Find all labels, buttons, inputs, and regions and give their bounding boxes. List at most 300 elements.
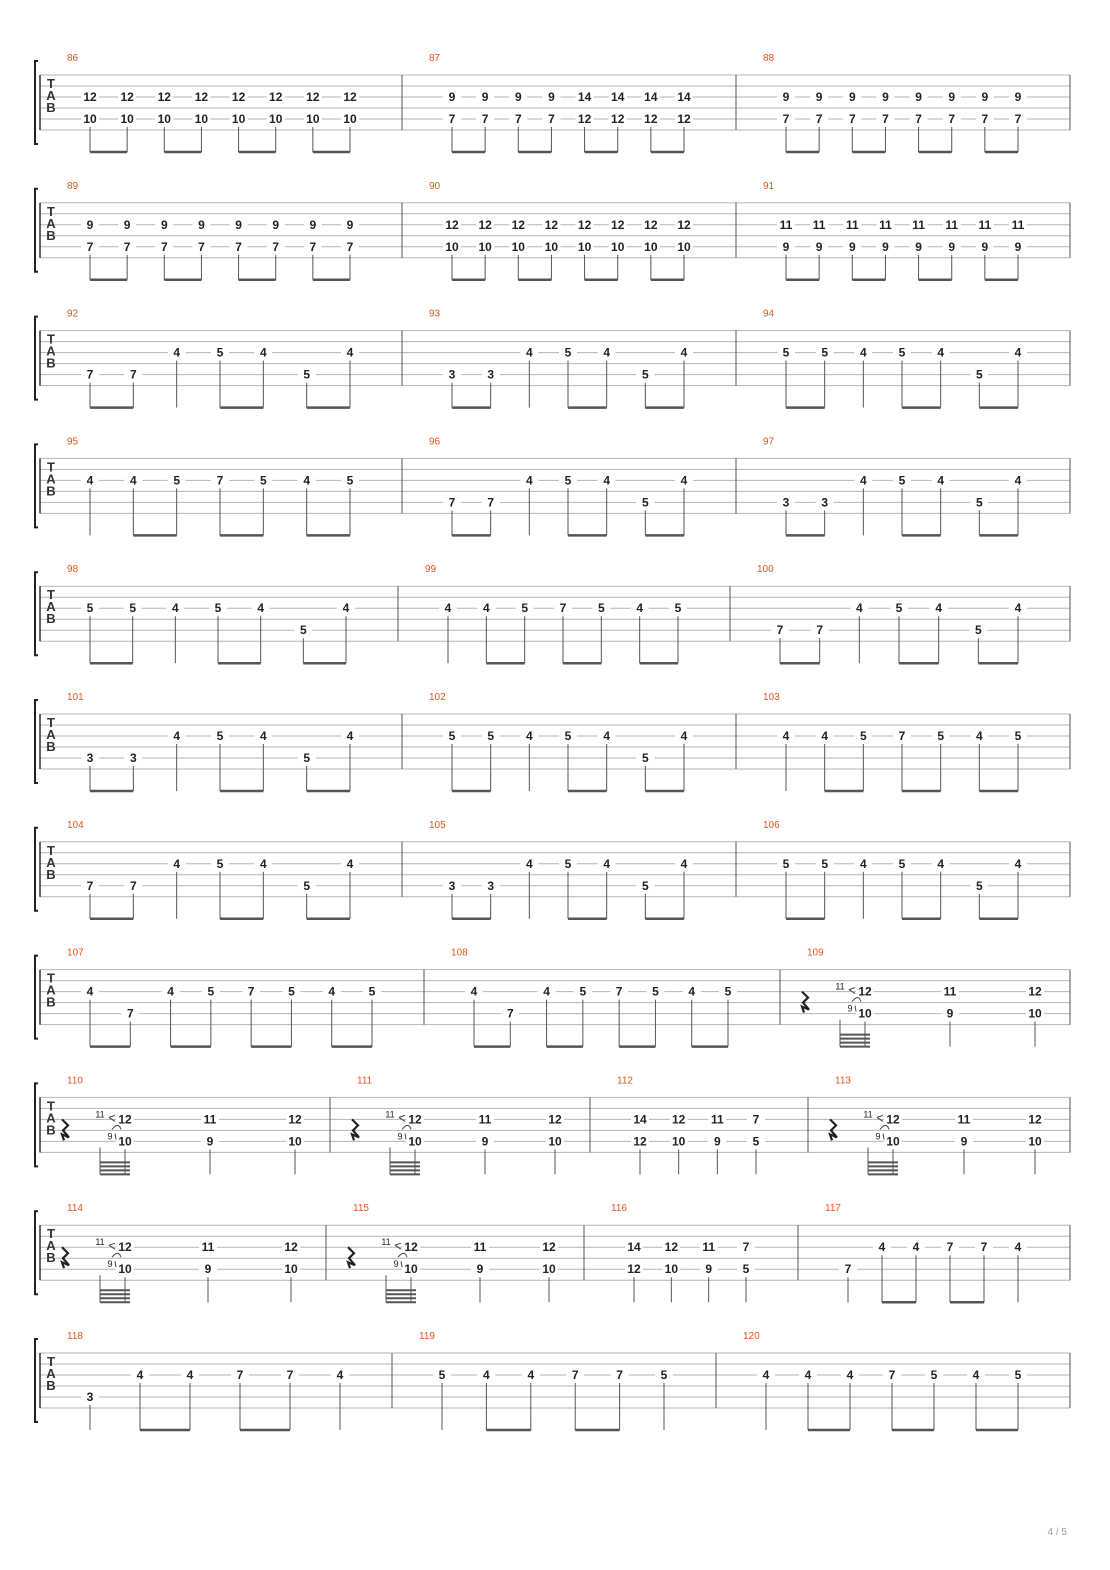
fret-number: 4: [603, 345, 611, 360]
hammer-arc: [112, 1253, 121, 1257]
fret-number: 4: [846, 1368, 854, 1382]
fret-number: 9: [160, 217, 168, 232]
fret-number: 9: [476, 1262, 484, 1277]
fret-number: 12: [269, 90, 283, 104]
fret-number: 5: [438, 1368, 446, 1382]
fret-number: 11: [203, 1112, 217, 1127]
fret-number: 10: [858, 1006, 872, 1021]
staff-system: [35, 1203, 1070, 1302]
fret-number: 12: [544, 217, 559, 232]
fret-number: 12: [408, 1112, 422, 1127]
fret-number: 9: [815, 90, 823, 104]
fret-number: 10: [544, 239, 559, 254]
measure: [67, 53, 359, 152]
fret-number: 7: [346, 239, 354, 254]
grace-fret-number: 11: [835, 981, 845, 992]
tab-clef-letter: B: [46, 1250, 56, 1266]
fret-number: 4: [86, 473, 94, 488]
fret-number: 4: [937, 473, 945, 488]
fret-number: 3: [129, 751, 137, 765]
tab-clef-letter: T: [47, 1098, 55, 1114]
measure: [429, 309, 693, 408]
fret-number: 11: [710, 1112, 724, 1127]
fret-number: 4: [171, 601, 179, 616]
staff-system: [35, 436, 1070, 535]
fret-number: 5: [895, 601, 903, 616]
fret-number: 5: [129, 601, 137, 616]
fret-number: 12: [858, 984, 872, 999]
fret-number: 10: [1028, 1006, 1042, 1021]
fret-number: 7: [616, 1368, 623, 1382]
fret-number: 12: [478, 217, 492, 232]
fret-number: 5: [652, 984, 659, 999]
hammer-arc: [852, 998, 861, 1002]
system-bracket: [35, 317, 38, 400]
fret-number: 12: [118, 1112, 132, 1127]
grace-fret-number: 9: [107, 1259, 113, 1270]
fret-number: 4: [525, 729, 533, 743]
measure-number: 115: [353, 1203, 369, 1215]
measure: [67, 181, 359, 280]
fret-number: 5: [86, 601, 94, 616]
fret-number: 9: [915, 90, 922, 104]
fret-number: 4: [543, 984, 550, 999]
fret-number: 7: [548, 112, 555, 126]
fret-number: 12: [194, 90, 209, 104]
fret-number: 4: [1014, 473, 1022, 488]
fret-number: 10: [445, 239, 459, 254]
fret-number: 12: [83, 90, 97, 104]
measure-number: 97: [763, 436, 775, 448]
fret-number: 11: [945, 217, 959, 232]
fret-number: 5: [216, 856, 224, 871]
staff-system: [35, 181, 1070, 280]
fret-number: 12: [404, 1240, 418, 1255]
measure-number: 89: [67, 180, 79, 192]
measure: [802, 948, 1044, 1047]
fret-number: 4: [1014, 601, 1022, 616]
fret-number: 4: [680, 729, 688, 743]
slide-line: [849, 988, 855, 990]
fret-number: 7: [123, 239, 131, 254]
fret-number: 5: [564, 856, 572, 871]
fret-number: 10: [408, 1134, 422, 1149]
measure-number: 103: [763, 692, 780, 703]
fret-number: 5: [487, 729, 495, 743]
tab-clef-letter: B: [46, 483, 56, 499]
fret-number: 10: [118, 1262, 132, 1277]
slide-line: [401, 1261, 402, 1267]
tab-clef-letter: T: [47, 970, 55, 986]
fret-number: 4: [935, 601, 943, 616]
fret-number: 9: [346, 217, 354, 232]
fret-number: 5: [564, 729, 572, 743]
slide-line: [115, 1261, 116, 1267]
fret-number: 7: [815, 112, 823, 126]
fret-number: 5: [303, 878, 311, 893]
grace-fret-number: 11: [381, 1237, 391, 1248]
fret-number: 10: [404, 1262, 418, 1277]
fret-number: 7: [129, 367, 137, 382]
fret-number: 5: [1014, 1368, 1022, 1382]
fret-number: 7: [882, 112, 889, 126]
fret-number: 4: [937, 856, 945, 871]
fret-number: 5: [821, 345, 829, 360]
fret-number: 12: [157, 90, 171, 104]
measure-number: 109: [807, 947, 824, 959]
fret-number: 3: [86, 751, 94, 765]
fret-number: 10: [611, 239, 625, 254]
slide-line: [109, 1243, 115, 1245]
fret-number: 9: [713, 1134, 721, 1149]
fret-number: 11: [957, 1112, 971, 1127]
fret-number: 4: [173, 729, 181, 743]
fret-number: 12: [577, 112, 592, 126]
fret-number: 4: [859, 345, 867, 360]
fret-number: 4: [527, 1368, 535, 1382]
fret-number: 11: [478, 1112, 492, 1127]
fret-number: 5: [752, 1134, 760, 1149]
fret-number: 4: [444, 601, 452, 616]
fret-number: 12: [343, 90, 357, 104]
fret-number: 5: [173, 473, 181, 488]
staff-system: [35, 1075, 1070, 1174]
fret-number: 10: [671, 1134, 686, 1149]
measure: [67, 820, 359, 919]
measure: [62, 1203, 300, 1302]
fret-number: 7: [782, 112, 790, 126]
measure-number: 116: [611, 1203, 627, 1215]
fret-number: 12: [306, 90, 320, 104]
fret-number: 9: [86, 217, 94, 232]
measure: [763, 436, 1027, 535]
measure: [67, 309, 359, 408]
fret-number: 7: [844, 1262, 852, 1277]
fret-number: 4: [804, 1368, 812, 1382]
tab-clef-letter: A: [46, 471, 56, 487]
measure: [352, 1075, 564, 1174]
fret-number: 5: [1014, 729, 1022, 743]
measure-number: 94: [763, 308, 775, 320]
fret-number: 7: [816, 623, 824, 638]
fret-number: 10: [306, 112, 320, 126]
fret-number: 4: [688, 984, 696, 999]
fret-number: 11: [912, 217, 925, 232]
measure: [830, 1075, 1044, 1174]
fret-number: 9: [981, 239, 989, 254]
fret-number: 7: [915, 112, 922, 126]
fret-number: 5: [448, 729, 456, 743]
fret-number: 7: [129, 878, 137, 893]
tab-clef-letter: A: [46, 1238, 56, 1254]
tab-clef-letter: A: [46, 1366, 56, 1381]
fret-number: 10: [194, 112, 209, 126]
slide-line: [395, 1243, 401, 1245]
fret-number: 12: [1028, 984, 1042, 999]
tab-clef-letter: T: [47, 587, 55, 603]
fret-number: 4: [259, 729, 267, 743]
measure-number: 95: [67, 436, 79, 448]
tab-clef-letter: A: [46, 343, 56, 359]
fret-number: 9: [1014, 90, 1022, 104]
tab-clef-letter: T: [47, 842, 55, 858]
fret-number: 5: [975, 495, 983, 510]
tab-clef-letter: T: [47, 203, 55, 219]
fret-number: 10: [231, 112, 246, 126]
fret-number: 5: [641, 367, 649, 382]
measure: [67, 564, 355, 663]
system-bracket: [35, 444, 38, 527]
fret-number: 5: [821, 856, 829, 871]
grace-fret-number: 9: [875, 1131, 881, 1142]
fret-number: 10: [644, 239, 658, 254]
fret-number: 4: [525, 856, 533, 871]
fret-number: 12: [511, 217, 525, 232]
fret-number: 10: [1028, 1134, 1042, 1149]
fret-number: 7: [272, 239, 280, 254]
measure-number: 117: [825, 1203, 841, 1215]
fret-number: 12: [611, 112, 625, 126]
slide-line: [399, 1115, 405, 1117]
fret-number: 11: [702, 1240, 716, 1255]
tab-clef-letter: T: [47, 459, 55, 475]
fret-number: 4: [1014, 1240, 1022, 1255]
fret-number: 12: [633, 1134, 647, 1149]
fret-number: 5: [975, 367, 983, 382]
fret-number: 4: [328, 984, 336, 999]
fret-number: 7: [742, 1240, 750, 1255]
fret-number: 4: [1014, 345, 1022, 360]
fret-number: 7: [481, 112, 489, 126]
staff-system: [35, 948, 1070, 1047]
fret-number: 7: [286, 1368, 294, 1382]
fret-number: 9: [782, 239, 790, 254]
measure: [825, 1203, 1027, 1302]
fret-number: 9: [123, 217, 131, 232]
measure-number: 100: [757, 564, 774, 576]
grace-fret-number: 9: [107, 1131, 113, 1142]
hammer-arc: [880, 1125, 889, 1129]
fret-number: 5: [724, 984, 732, 999]
page-number: 4 / 5: [1047, 1527, 1067, 1538]
fret-number: 5: [975, 878, 983, 893]
grace-fret-number: 11: [385, 1109, 395, 1120]
fret-number: 4: [821, 729, 829, 743]
fret-number: 9: [815, 239, 823, 254]
fret-number: 5: [288, 984, 295, 999]
measure-number: 108: [451, 947, 468, 959]
fret-number: 10: [284, 1262, 298, 1277]
measure-number: 88: [763, 53, 775, 64]
fret-number: 4: [336, 1368, 344, 1382]
grace-fret-number: 11: [95, 1237, 105, 1248]
fret-number: 12: [1028, 1112, 1042, 1127]
fret-number: 4: [86, 984, 94, 999]
fret-number: 5: [303, 751, 311, 765]
tab-clef-letter: B: [46, 100, 56, 115]
fret-number: 4: [167, 984, 174, 999]
measure: [763, 53, 1027, 152]
fret-number: 3: [487, 878, 495, 893]
grace-fret-number: 9: [847, 1003, 853, 1014]
fret-number: 3: [487, 367, 495, 382]
fret-number: 12: [445, 217, 459, 232]
fret-number: 5: [207, 984, 215, 999]
fret-number: 9: [548, 90, 555, 104]
tab-clef-letter: A: [46, 88, 56, 103]
fret-number: 5: [641, 495, 649, 510]
fret-number: 9: [981, 90, 989, 104]
fret-number: 9: [882, 239, 889, 254]
fret-number: 4: [342, 601, 350, 616]
fret-number: 4: [603, 729, 611, 743]
fret-number: 14: [627, 1240, 641, 1255]
fret-number: 12: [677, 217, 691, 232]
fret-number: 10: [83, 112, 97, 126]
fret-number: 11: [845, 217, 859, 232]
fret-number: 4: [603, 856, 611, 871]
measure: [67, 1331, 349, 1430]
fret-number: 12: [627, 1262, 641, 1277]
fret-number: 11: [1011, 217, 1025, 232]
tab-clef-letter: T: [47, 331, 55, 347]
fret-number: 7: [198, 239, 205, 254]
staff-system: [35, 309, 1070, 408]
fret-number: 9: [235, 217, 242, 232]
measure: [419, 1331, 673, 1430]
measure-number: 90: [429, 180, 441, 192]
measure-number: 107: [67, 947, 84, 959]
measure: [429, 181, 693, 280]
fret-number: 9: [848, 90, 856, 104]
measure-number: 104: [67, 819, 84, 831]
fret-number: 10: [677, 239, 691, 254]
fret-number: 4: [259, 856, 267, 871]
fret-number: 4: [470, 984, 478, 999]
fret-number: 12: [231, 90, 246, 104]
fret-number: 5: [937, 729, 945, 743]
fret-number: 4: [1014, 856, 1022, 871]
fret-number: 5: [346, 473, 354, 488]
fret-number: 11: [879, 217, 892, 232]
fret-number: 10: [288, 1134, 302, 1149]
fret-number: 4: [680, 856, 688, 871]
fret-number: 7: [615, 984, 623, 999]
fret-number: 7: [86, 878, 94, 893]
fret-number: 10: [118, 1134, 132, 1149]
staff-system: [35, 692, 1070, 791]
measure: [763, 820, 1027, 919]
hammer-arc: [402, 1125, 411, 1129]
fret-number: 10: [511, 239, 525, 254]
fret-number: 10: [664, 1262, 679, 1277]
fret-number: 3: [86, 1390, 94, 1404]
fret-number: 5: [641, 751, 649, 765]
fret-number: 14: [677, 90, 691, 104]
fret-number: 5: [859, 729, 867, 743]
system-bracket: [35, 828, 38, 911]
fret-number: 12: [677, 112, 691, 126]
fret-number: 4: [912, 1240, 920, 1255]
fret-number: 10: [886, 1134, 900, 1149]
fret-number: 4: [859, 473, 867, 488]
fret-number: 12: [284, 1240, 298, 1255]
fret-number: 5: [898, 345, 906, 360]
slide-line: [877, 1115, 883, 1117]
fret-number: 11: [812, 217, 826, 232]
measure-number: 120: [743, 1331, 760, 1342]
fret-number: 12: [644, 217, 658, 232]
fret-number: 4: [186, 1368, 194, 1382]
tab-clef-letter: B: [46, 739, 56, 754]
measure-number: 112: [617, 1075, 633, 1087]
tab-clef-letter: T: [47, 1354, 55, 1369]
system-bracket: [35, 1339, 38, 1422]
tab-clef-letter: T: [47, 715, 55, 730]
fret-number: 4: [303, 473, 311, 488]
measure: [617, 1075, 765, 1174]
fret-number: 10: [478, 239, 492, 254]
measure: [757, 564, 1027, 663]
fret-number: 7: [514, 112, 522, 126]
fret-number: 4: [259, 345, 267, 360]
fret-number: 7: [448, 112, 456, 126]
fret-number: 7: [776, 623, 784, 638]
measure: [429, 692, 693, 791]
measure: [429, 820, 693, 919]
fret-number: 7: [946, 1240, 954, 1255]
fret-number: 10: [542, 1262, 556, 1277]
fret-number: 5: [782, 856, 790, 871]
fret-number: 7: [86, 239, 94, 254]
measure: [429, 436, 693, 535]
fret-number: 4: [855, 601, 863, 616]
fret-number: 12: [886, 1112, 900, 1127]
fret-number: 4: [173, 345, 181, 360]
system-bracket: [35, 956, 38, 1039]
fret-number: 7: [1014, 112, 1022, 126]
fret-number: 5: [641, 878, 649, 893]
fret-number: 7: [448, 495, 456, 510]
fret-number: 10: [343, 112, 357, 126]
fret-number: 10: [120, 112, 134, 126]
measure: [451, 948, 737, 1047]
staff-system: [35, 820, 1070, 919]
fret-number: 7: [506, 1006, 514, 1021]
measure-number: 119: [419, 1331, 435, 1342]
fret-number: 7: [948, 112, 956, 126]
fret-number: 4: [603, 473, 611, 488]
measure-number: 91: [763, 180, 775, 192]
tab-clef-letter: B: [46, 355, 56, 371]
slide-line: [883, 1133, 884, 1139]
fret-number: 5: [974, 623, 982, 638]
fret-number: 4: [257, 601, 265, 616]
fret-number: 9: [882, 90, 889, 104]
measure-number: 98: [67, 564, 79, 576]
fret-number: 12: [548, 1112, 562, 1127]
slide-line: [405, 1133, 406, 1139]
fret-number: 7: [898, 729, 906, 743]
fret-number: 9: [948, 90, 956, 104]
fret-number: 5: [299, 623, 307, 638]
fret-number: 4: [680, 345, 688, 360]
fret-number: 7: [236, 1368, 244, 1382]
measure-number: 118: [67, 1331, 83, 1342]
tab-clef-letter: A: [46, 215, 56, 231]
measure-number: 96: [429, 436, 441, 448]
measure-number: 92: [67, 308, 79, 320]
